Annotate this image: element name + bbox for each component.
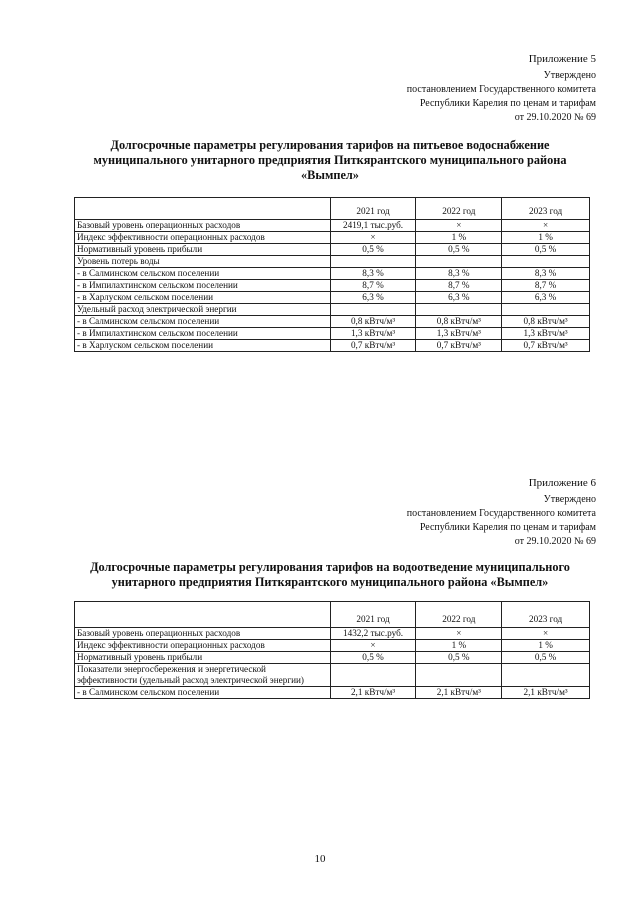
header-cell: 2021 год [330,602,416,628]
header-cell: 2022 год [416,198,502,220]
value-cell: 1 % [502,232,590,244]
table-row [75,220,590,232]
value-cell: 0,7 кВтч/м³ [416,340,502,352]
decree-date: от 29.10.2020 № 69 [514,536,596,547]
decree-date: от 29.10.2020 № 69 [514,112,596,123]
decree-line: постановлением Государственного комитета [406,508,596,519]
table-row [75,664,590,687]
header-cell: 2023 год [502,602,590,628]
value-cell [330,256,416,268]
table-row [75,628,590,640]
value-cell [330,304,416,316]
value-cell: × [416,628,502,640]
value-cell: 0,8 кВтч/м³ [502,316,590,328]
table-row [75,280,590,292]
header-cell [75,198,331,220]
header-cell: 2023 год [502,198,590,220]
value-cell: × [502,628,590,640]
parameter-cell: - в Салминском сельском поселении [75,687,331,699]
value-cell: 0,5 % [502,244,590,256]
value-cell: 1,3 кВтч/м³ [502,328,590,340]
value-cell: 0,5 % [416,652,502,664]
value-cell [502,256,590,268]
table-row [75,244,590,256]
value-cell: 8,7 % [416,280,502,292]
table-row [75,340,590,352]
page-number: 10 [314,853,326,865]
approved-label: Утверждено [543,494,596,505]
value-cell: 0,5 % [502,652,590,664]
value-cell: 0,5 % [330,652,416,664]
table-row [75,316,590,328]
value-cell: 2419,1 тыс.руб. [330,220,416,232]
table-row [75,304,590,316]
table-row [75,652,590,664]
appendix-5-header [276,52,596,125]
header-cell: 2021 год [330,198,416,220]
value-cell: 8,7 % [502,280,590,292]
value-cell [330,664,416,687]
value-cell: × [502,220,590,232]
table-row [75,292,590,304]
value-cell: 2,1 кВтч/м³ [502,687,590,699]
value-cell: 8,3 % [330,268,416,280]
value-cell [502,664,590,687]
value-cell: × [330,640,416,652]
parameter-cell: Нормативный уровень прибыли [75,652,331,664]
appendix-6-table [74,601,590,699]
value-cell: 8,3 % [416,268,502,280]
value-cell: 1 % [416,640,502,652]
parameter-cell: Базовый уровень операционных расходов [75,628,331,640]
value-cell: × [416,220,502,232]
appendix-6-label: Приложение 6 [528,477,596,489]
approved-label: Утверждено [543,70,596,81]
parameter-cell: Индекс эффективности операционных расходов [75,640,331,652]
parameter-cell: - в Салминском сельском поселении [75,268,331,280]
value-cell: 8,7 % [330,280,416,292]
value-cell: 1 % [416,232,502,244]
value-cell: 1 % [502,640,590,652]
value-cell: 0,7 кВтч/м³ [330,340,416,352]
value-cell: 0,8 кВтч/м³ [416,316,502,328]
authority-line: Республики Карелия по ценам и тарифам [419,522,596,533]
table-row [75,268,590,280]
parameter-cell: - в Импилахтинском сельском поселении [75,328,331,340]
parameter-cell: Показатели энергосбережения и энергетической эффективности (удельный расход электрической энергии) [75,664,331,687]
value-cell [502,304,590,316]
value-cell: 0,5 % [416,244,502,256]
parameter-cell: Индекс эффективности операционных расходов [75,232,331,244]
value-cell: 1,3 кВтч/м³ [416,328,502,340]
table-row [75,640,590,652]
parameter-cell: Уровень потерь воды [75,256,331,268]
decree-line: постановлением Государственного комитета [406,84,596,95]
value-cell [416,664,502,687]
parameter-cell: Нормативный уровень прибыли [75,244,331,256]
value-cell: 0,8 кВтч/м³ [330,316,416,328]
value-cell: 6,3 % [330,292,416,304]
value-cell: 0,7 кВтч/м³ [502,340,590,352]
appendix-6-title: Долгосрочные параметры регулирования тарифов на водоотведение муниципального унитарного предприятия Питкярантского муниципального района «Вымпел» [90,560,570,589]
authority-line: Республики Карелия по ценам и тарифам [419,98,596,109]
table-row [75,232,590,244]
header-cell [75,602,331,628]
value-cell: 2,1 кВтч/м³ [416,687,502,699]
value-cell: 2,1 кВтч/м³ [330,687,416,699]
appendix-5-table [74,197,590,352]
table-row [75,328,590,340]
table-row [75,687,590,699]
table-row [75,256,590,268]
parameter-cell: - в Харлуском сельском поселении [75,340,331,352]
parameter-cell: - в Салминском сельском поселении [75,316,331,328]
parameter-cell: Базовый уровень операционных расходов [75,220,331,232]
value-cell: 1432,2 тыс.руб. [330,628,416,640]
value-cell: 0,5 % [330,244,416,256]
value-cell [416,304,502,316]
value-cell: 1,3 кВтч/м³ [330,328,416,340]
value-cell: × [330,232,416,244]
value-cell: 6,3 % [502,292,590,304]
appendix-5-label: Приложение 5 [528,53,596,65]
appendix-6-header [276,476,596,549]
header-cell: 2022 год [416,602,502,628]
value-cell: 8,3 % [502,268,590,280]
parameter-cell: - в Харлуском сельском поселении [75,292,331,304]
value-cell: 6,3 % [416,292,502,304]
appendix-5-title: Долгосрочные параметры регулирования тарифов на питьевое водоснабжение муниципального унитарного предприятия Питкярантского муниципального района «Вымпел» [93,138,567,182]
parameter-cell: - в Импилахтинском сельском поселении [75,280,331,292]
value-cell [416,256,502,268]
parameter-cell: Удельный расход электрической энергии [75,304,331,316]
